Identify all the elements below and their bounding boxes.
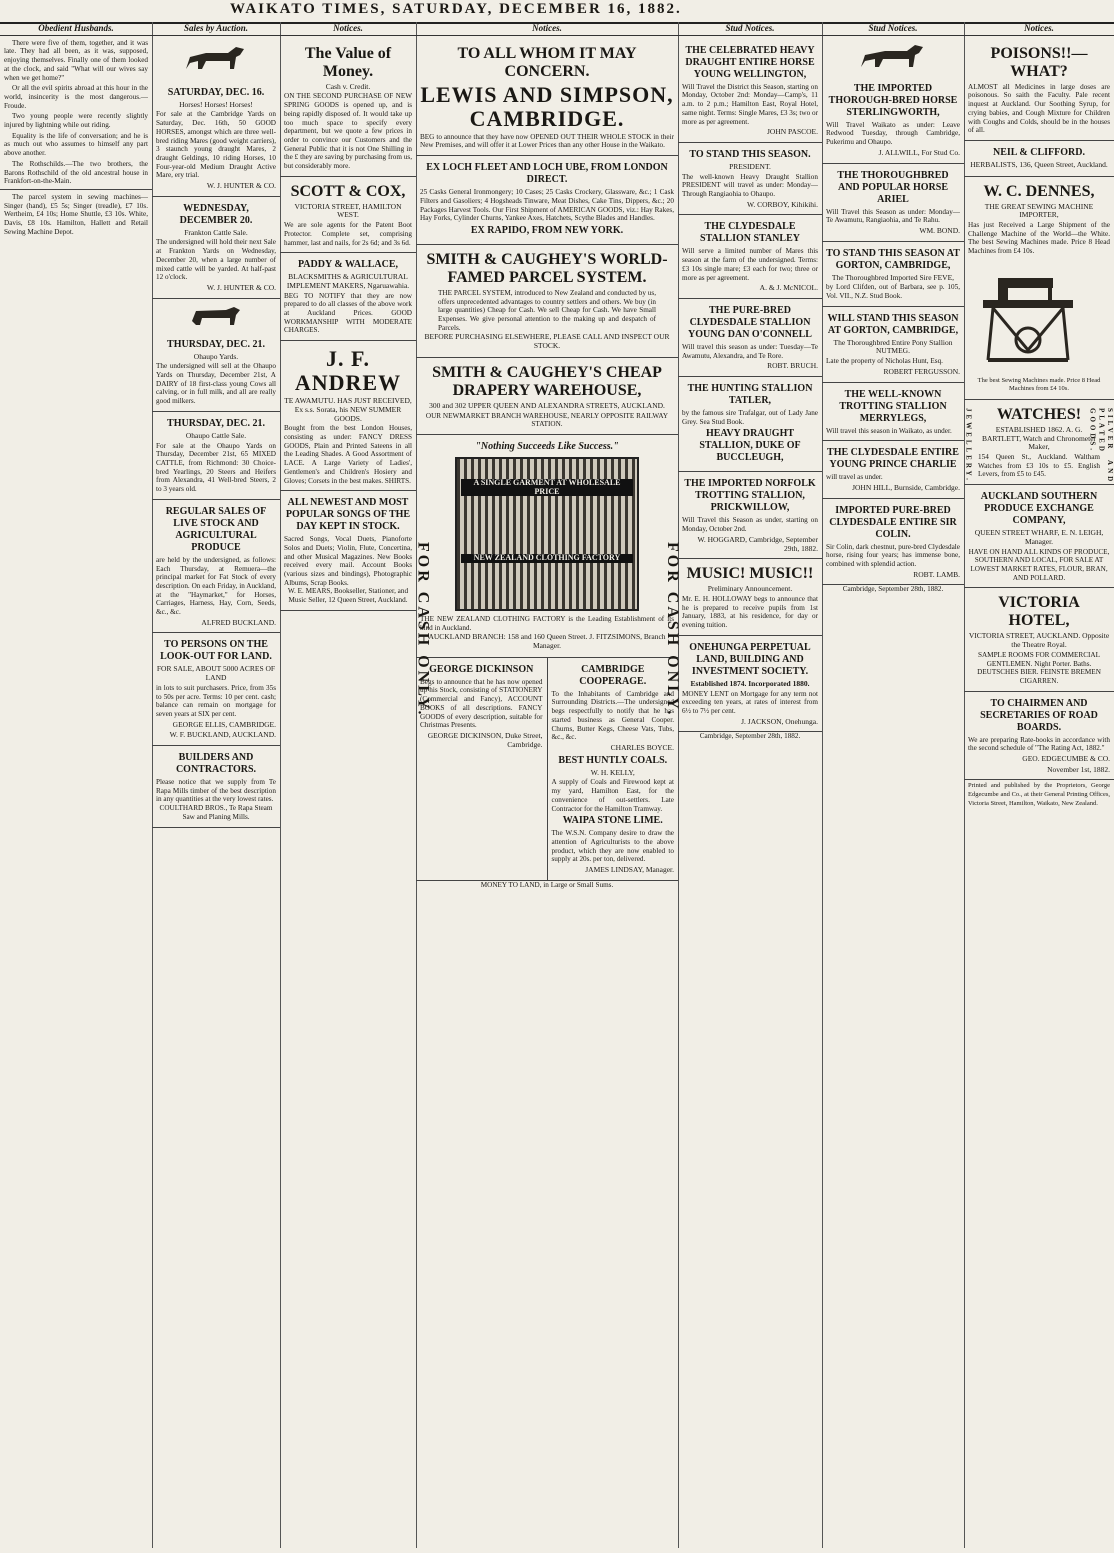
stud-ad <box>678 559 822 636</box>
article-paragraph: Two young people were recently slightly injured by lightning while out riding. <box>4 112 148 130</box>
imprint: Printed and published by the Proprietors, George Edgecumbe and Co., at their General Printing Offices, Victoria Street, Hamilton, Waikato, New Zealand. <box>968 782 1110 807</box>
ad-subtitle: BLACKSMITHS & AGRICULTURAL IMPLEMENT MAKERS, Ngaruawahia. <box>286 272 410 290</box>
ad-signature: JOHN PASCOE. <box>767 127 818 137</box>
notice-ad <box>280 39 416 177</box>
ad-subtitle: AUCKLAND BRANCH: 158 and 160 Queen Street. J. FITZSIMONS, Branch Manager. <box>428 632 666 651</box>
column-obedient-husbands <box>0 22 153 1548</box>
ad-text: Mr. E. H. HOLLOWAY begs to announce that he is prepared to receive pupils from 1st January, 1883, at his residence, for day or evening tuition. <box>682 594 818 630</box>
ad-subtitle: Ohaupo Yards. <box>193 351 239 361</box>
column-stud-notices-a <box>678 22 823 1548</box>
ad-signature: JOHN HILL, Burnside, Cambridge. <box>852 482 960 492</box>
auction-ad <box>152 81 280 197</box>
ad-title: PADDY & WALLACE, <box>297 259 399 271</box>
sewing-machine-illustration-icon <box>968 260 1088 370</box>
ad-title: AUCKLAND SOUTHERN PRODUCE EXCHANGE COMPANY, <box>980 491 1098 527</box>
stud-ad <box>822 242 964 307</box>
ad-text: The well-known Heavy Draught Stallion PRESIDENT will travel as under: Monday—Through Rangiaohia to Ohaupo. <box>682 172 818 199</box>
ad-subtitle: 300 and 302 UPPER QUEEN AND ALEXANDRA STREETS, AUCKLAND. <box>429 400 665 410</box>
ad-text: Begs to announce that he has now opened up his Stock, consisting of STATIONERY (Commercial and Fancy), ACCOUNT BOOKS of all descriptions. FANCY GOODS of every description, suitable for Christmas Presents. <box>420 677 543 730</box>
ad-text: To the Inhabitants of Cambridge and Surrounding Districts.—The undersigned begs respectfully to notify that he has started business as General Cooper. Churns, Butter Kegs, Cheese Vats, Tubs, &c., &c. <box>551 689 674 742</box>
ad-text: THE PARCEL SYSTEM, introduced to New Zealand and conducted by us, offers unprecedented advantages to country settlers and others. We buy (in large quantities) Cheap for Cash. We sell Cheap for Cash. We have Small Expenses. We give personal attention to the making up and despatch of Parcels. <box>438 288 656 332</box>
ad-signature: J. JACKSON, Onehunga. <box>741 716 818 726</box>
ad-text: A supply of Coals and Firewood kept at my yard, Hamilton East, for the convenience of out-settlers. Late Contractor for the Hamilton Tramway. <box>551 778 674 813</box>
ad-signature: GEO. EDGECUMBE & CO. <box>1022 754 1110 764</box>
ad-title: WEDNESDAY, DECEMBER 20. <box>179 202 253 226</box>
notice-ad <box>964 485 1114 588</box>
ad-text: Bought from the best London Houses, consisting as under: FANCY DRESS GOODS, Plain and Printed Sateens in all the Leading Shades. A Good Assortment of LACE. A Large Variety of Ladies', Gentlemen's and Children's Hosiery and Gloves; Corsets in the best makes. SHIRTS. <box>284 424 412 485</box>
notice-ad <box>964 177 1114 400</box>
stud-ad <box>822 307 964 383</box>
ad-title: "Nothing Succeeds Like Success." <box>475 440 619 452</box>
jewellery-vertical-label: JEWELLERY. <box>964 407 973 483</box>
ad-text: We are sole agents for the Patent Boot Protector. Complete set, comprising hammer, last and nails, for 2s 6d; and 3s 6d. <box>284 221 412 247</box>
ad-text: Has just Received a Large Shipment of the Challenge Machine of the World—the White. The best Sewing Machines made. Price 8 Head Machines from £4 10s. <box>968 221 1110 256</box>
ad-title: TO STAND THIS SEASON. <box>689 148 811 160</box>
ad-text: HAVE ON HAND ALL KINDS OF PRODUCE, SOUTHERN AND LOCAL, FOR SALE AT LOWEST MARKET RATES, FLOUR, BRAN, AND POLLARD. <box>968 547 1110 582</box>
ad-subtitle: LEWIS AND SIMPSON, CAMBRIDGE. <box>420 81 674 131</box>
ad-signature: W. J. HUNTER & CO. <box>206 181 276 191</box>
ad-title: THURSDAY, DEC. 21. <box>167 417 265 429</box>
ad-title: VICTORIA HOTEL, <box>998 594 1080 630</box>
ad-title: THE PURE-BRED CLYDESDALE STALLION YOUNG DAN O'CONNELL <box>688 304 812 340</box>
ad-title: CAMBRIDGE COOPERAGE. <box>579 663 647 687</box>
ad-signature: GEORGE ELLIS, CAMBRIDGE. <box>172 719 276 729</box>
cow-illustration-icon <box>186 301 246 331</box>
horse-illustration-icon <box>176 39 256 79</box>
ad-text: The undersigned will hold their next Sale at Frankton Yards on Wednesday, December 20, when a large number of mixed cattle will be yarded. At half-past 12 o'clock. <box>156 238 276 282</box>
notice-ad <box>964 692 1114 781</box>
masthead-title: WAIKATO TIMES, SATURDAY, DECEMBER 16, 1882. <box>230 1 682 17</box>
auction-ad <box>152 412 280 500</box>
stud-ad <box>678 472 822 559</box>
ad-footer: COULTHARD BROS., Te Rapa Steam Saw and Planing Mills. <box>159 804 273 821</box>
notice-ad <box>280 491 416 611</box>
ad-subtitle: FOR SALE, ABOUT 5000 ACRES OF LAND <box>156 664 276 683</box>
stud-ad <box>678 39 822 143</box>
ad-subtitle: Cash v. Credit. <box>325 81 371 91</box>
ad-signature: W. J. HUNTER & CO. <box>206 282 276 292</box>
notice-ad <box>964 39 1114 141</box>
ad-text: will travel as under. <box>826 473 883 482</box>
ad-text: BEG to announce that they have now OPENED OUT THEIR WHOLE STOCK in their New Premises, and will offer it at Lower Prices than any other House in the Waikato. <box>420 132 674 150</box>
ad-title: THE CLYDESDALE ENTIRE YOUNG PRINCE CHARLIE <box>827 447 959 471</box>
ad-text: by Lord Clifden, out of Barbara, see p. 105, Vol. VII., N.Z. Stud Book. <box>826 283 960 301</box>
ad-footer: Cambridge, September 28th, 1882. <box>842 585 944 594</box>
ad-title: SMITH & CAUGHEY'S CHEAP DRAPERY WAREHOUSE, <box>432 363 662 399</box>
clothing-factory-illustration <box>455 457 639 611</box>
article-paragraph: Equality is the life of conversation; and he is as much out who assumes to himself any part above another. <box>4 131 148 158</box>
masthead <box>0 0 1114 24</box>
ad-title: TO CHAIRMEN AND SECRETARIES OF ROAD BOARDS. <box>980 697 1098 733</box>
for-cash-only-left: FOR CASH ONLY. <box>414 542 432 718</box>
ad-title: TO ALL WHOM IT MAY CONCERN. <box>457 44 637 80</box>
ad-signature: ROBT. LAMB. <box>913 569 960 579</box>
auction-ad <box>152 333 280 412</box>
auction-ad <box>152 746 280 828</box>
notice-ad <box>280 177 416 254</box>
ad-text: are held by the undersigned, as follows: Each Thursday, at Remuera—the principal market for Fat Stock of every description. On each Friday, in Auckland, at the "Haymarket," for Horses, Carriages, Harness, Hay, Corn, Seeds, &c., &c. <box>156 555 276 617</box>
ad-signature: W. HOGGARD, Cambridge, September 29th, 1882. <box>697 534 818 553</box>
column-head: Notices. <box>280 22 416 36</box>
ad-text: 154 Queen St., Auckland. Waltham Watches from £3 10s to £5. English Levers, from £5 to £45. <box>978 453 1100 479</box>
ad-text: MONEY LENT on Mortgage for any term not exceeding ten years, at rates of interest from 6½ to 7½ per cent. <box>682 689 818 715</box>
notice-ad <box>548 658 679 881</box>
notice-ad <box>964 141 1114 177</box>
ad-signature: November 1st, 1882. <box>1047 764 1110 774</box>
ad-title: WILL STAND THIS SEASON AT GORTON, CAMBRIDGE, <box>827 312 959 336</box>
ad-subtitle: W. H. KELLY, <box>590 767 635 777</box>
ad-signature: J. ALLWILL, For Stud Co. <box>878 147 960 157</box>
ad-subtitle: VICTORIA STREET, HAMILTON WEST. <box>294 201 402 220</box>
ad-signature: A. & J. McNICOL. <box>759 283 818 293</box>
column-head: Sales by Auction. <box>152 22 280 36</box>
article-paragraph: The Rothschilds.—The two brothers, the Barons Rothschild of the old ancestral house in Frankfort-on-the-Main. <box>4 159 148 186</box>
stud-ad <box>678 215 822 299</box>
factory-sign-top: A SINGLE GARMENT AT WHOLESALE PRICE <box>461 479 633 496</box>
column-notices-c <box>964 22 1114 1548</box>
column-sales-by-auction <box>152 22 281 1548</box>
ad-text: BEG TO NOTIFY that they are now prepared to do all classes of the above work at Auckland Prices. GOOD WORKMANSHIP WITH MODERATE CHARGES. <box>284 291 412 335</box>
auction-ad <box>152 197 280 299</box>
ad-subtitle: The Thoroughbred Imported Sire FEVE, <box>831 272 955 282</box>
ad-title: POISONS!!—WHAT? <box>990 44 1088 80</box>
ad-title: BEST HUNTLY COALS. <box>558 754 668 766</box>
auction-ad <box>152 500 280 634</box>
ad-title: THURSDAY, DEC. 21. <box>167 338 265 350</box>
ad-signature: ALFRED BUCKLAND. <box>201 617 276 627</box>
ad-subtitle: QUEEN STREET WHARF, E. N. LEIGH, Manager. <box>974 528 1104 546</box>
ad-signature: W. F. BUCKLAND, AUCKLAND. <box>169 730 276 740</box>
ad-subtitle: Preliminary Announcement. <box>707 584 793 594</box>
ad-text: We are preparing Rate-books in accordance with the second schedule of "The Rating Act, 1882." <box>968 735 1110 753</box>
column-head: Stud Notices. <box>678 22 822 36</box>
ad-text: OUR NEWMARKET BRANCH WAREHOUSE, NEARLY OPPOSITE RAILWAY STATION. <box>425 411 669 429</box>
ad-text: THE NEW ZEALAND CLOTHING FACTORY is the Leading Establishment of its kind in Auckland. <box>420 614 674 632</box>
ad-footer: MONEY TO LAND, in Large or Small Sums. <box>480 880 614 889</box>
notice-ad <box>280 253 416 341</box>
auction-ad <box>152 633 280 746</box>
ad-text: Will travel this season as under: Tuesday—Te Awamutu, Alexandra, and Te Rore. <box>682 342 818 360</box>
ad-subtitle: PRESIDENT. <box>729 161 771 171</box>
notice-ad <box>416 245 678 358</box>
ad-title: THE IMPORTED THOROUGH-BRED HORSE STERLINGWORTH, <box>828 82 958 118</box>
ad-title: W. C. DENNES, <box>983 182 1095 200</box>
ad-title: THE IMPORTED NORFOLK TROTTING STALLION, PRICKWILLOW, <box>684 478 816 514</box>
ad-title: THE THOROUGHBRED AND POPULAR HORSE ARIEL <box>837 169 949 205</box>
ad-signature: GEORGE DICKINSON, Duke Street, Cambridge. <box>427 730 543 749</box>
ad-subtitle: Ohaupo Cattle Sale. <box>185 430 247 440</box>
article-paragraph: There were five of them, together, and it was late. They had all been, as it was, supposed, enjoying themselves. Finally one of them looked at the clock, and said "What will our wives say when we get home?" <box>4 38 148 82</box>
ad-subtitle: THE GREAT SEWING MACHINE IMPORTER, <box>984 201 1094 220</box>
ad-signature: CHARLES BOYCE. <box>610 742 674 752</box>
ad-text: The undersigned will sell at the Ohaupo Yards on Thursday, December 21st, A DAIRY of 18 first-class young Cows all calving, or in full milk, and all are really good milkers. <box>156 362 276 406</box>
ad-title: SMITH & CAUGHEY'S WORLD-FAMED PARCEL SYSTEM. <box>426 250 668 286</box>
ad-text: in lots to suit purchasers. Price, from 35s to 50s per acre. Terms: 10 per cent. cash; balance can remain on mortgage for seven years at SIX per cent. <box>156 683 276 718</box>
ad-text: Will serve a limited number of Mares this season at the farm of the undersigned. Terms: £3 10s single mare; £3 each for two; three or more as per agreement. <box>682 247 818 282</box>
ad-title: TO PERSONS ON THE LOOK-OUT FOR LAND. <box>160 639 272 663</box>
ad-title: J. F. ANDREW <box>294 346 402 396</box>
ad-subtitle: Established 1874. Incorporated 1880. <box>690 678 810 688</box>
ad-subtitle: EX RAPIDO, FROM NEW YORK. <box>470 224 624 236</box>
notice-ad <box>280 341 416 491</box>
ad-title: SATURDAY, DEC. 16. <box>167 86 265 98</box>
ad-title: GEORGE DICKINSON <box>429 663 534 675</box>
ad-signature: WM. BOND. <box>919 225 960 235</box>
ad-title: THE CLYDESDALE STALLION STANLEY <box>700 221 800 245</box>
ad-text: The W.S.N. Company desire to draw the attention of Agriculturists to the above product, which they are now enabled to supply at 20s. per ton, delivered. <box>551 829 674 864</box>
ad-title: TO STAND THIS SEASON AT GORTON, CAMBRIDGE, <box>826 247 960 271</box>
ad-title: ONEHUNGA PERPETUAL LAND, BUILDING AND INVESTMENT SOCIETY. <box>689 641 811 677</box>
article-paragraph: Or all the evil spirits abroad at this hour in the world, insincerity is the most dangerous.—Froude. <box>4 84 148 110</box>
stud-ad <box>822 77 964 164</box>
ad-text: 25 Casks General Ironmongery; 10 Cases; 25 Casks Crockery, Glassware, &c.; 1 Cask Filters and Gasoliers; 4 Hogsheads Tinware, Meat Dishes, Cake Tins, Dippers, &c.; 20 Packages Harvest Tools. Our First Shipment of AMERICAN GOODS, viz.: Hay Rakes, Hay Forks, Cylinder Churns, Yankee Axes, Hatchets, Scythe Blades and Handles. <box>420 188 674 223</box>
ad-title: BUILDERS AND CONTRACTORS. <box>175 752 257 776</box>
column-head: Stud Notices. <box>822 22 964 36</box>
ad-text: For sale at the Cambridge Yards on Saturday, Dec. 16th, 50 GOOD HORSES, amongst which are three well-bred riding Mares (good weight carriers), 3 staunch young draught Mares, 2 draught Geldings, 10 riding Horses, 10 Four-year-old Medium Draught Active Mare, ery trial. <box>156 110 276 180</box>
ad-text: Will Travel Waikato as under: Leave Redwood Tuesday, through Cambridge, Pukerimu and Ohaupo. <box>826 120 960 147</box>
ad-text: Late the property of Nicholas Hunt, Esq. <box>826 357 943 366</box>
ad-subtitle: VICTORIA STREET, AUCKLAND. Opposite the Theatre Royal. <box>968 631 1110 650</box>
notice-ad <box>416 39 678 156</box>
stud-ad <box>678 377 822 472</box>
ad-title: THE HUNTING STALLION TATLER, <box>687 383 813 407</box>
ad-signature: ROBT. BRUCH. <box>767 361 818 371</box>
stud-ad <box>678 636 822 733</box>
ad-text: Sacred Songs, Vocal Duets, Pianoforte Solos and Duets; Violin, Flute, Concertina, and other Musical Magazines. New Books received every mail. Account Books (various sizes and bindings), Photographic Albums, Scrap Books. <box>284 535 412 587</box>
ad-title: NEIL & CLIFFORD. <box>993 146 1085 158</box>
notice-ad <box>964 400 1114 485</box>
column-head: Notices. <box>964 22 1114 36</box>
ad-signature: W. CORBOY, Kihikihi. <box>746 199 818 209</box>
ad-footer: Cambridge, September 28th, 1882. <box>699 732 801 741</box>
ad-title: IMPORTED PURE-BRED CLYDESDALE ENTIRE SIR COLIN. <box>829 504 957 540</box>
notice-ad <box>416 156 678 245</box>
ad-subtitle: ESTABLISHED 1862. A. G. BARTLETT, Watch and Chronometer Maker, <box>981 424 1097 452</box>
stud-ad <box>822 499 964 586</box>
ad-title: MUSIC! MUSIC!! <box>686 565 814 583</box>
ad-title: The Value of Money. <box>304 44 392 80</box>
ad-text: Sir Colin, dark chestnut, pure-bred Clydesdale horse, rising four years; has immense bone, combined with splendid action. <box>826 542 960 569</box>
ad-title: WAIPA STONE LIME. <box>562 815 663 827</box>
ad-title: THE CELEBRATED HEAVY DRAUGHT ENTIRE HORSE YOUNG WELLINGTON, <box>685 44 815 80</box>
ad-subtitle: Horses! Horses! Horses! <box>179 99 253 109</box>
ad-title: WATCHES! <box>996 405 1082 423</box>
ad-text: Please notice that we supply from Te Rapa Mills timber of the best description in any quantities at the very lowest rates. <box>156 778 276 804</box>
notice-ad <box>416 435 678 658</box>
stud-ad <box>678 299 822 377</box>
factory-sign-bottom: NEW ZEALAND CLOTHING FACTORY <box>461 554 633 563</box>
stud-ad <box>822 383 964 442</box>
ad-text: Will Travel this Season as under, starting on Monday, October 2nd. <box>682 516 818 534</box>
column-stud-notices-b <box>822 22 965 1548</box>
notice-ad <box>416 358 678 435</box>
ad-title: THE WELL-KNOWN TROTTING STALLION MERRYLEGS, <box>839 388 947 424</box>
ad-signature: JAMES LINDSAY, Manager. <box>585 865 674 875</box>
ad-title: REGULAR SALES OF LIVE STOCK AND AGRICULTURAL PRODUCE <box>165 505 267 553</box>
notice-ad <box>416 658 548 881</box>
ad-text: Will travel this season in Waikato, as under. <box>826 426 952 435</box>
stud-ad <box>822 441 964 498</box>
ad-title: ALL NEWEST AND MOST POPULAR SONGS OF THE DAY KEPT IN STOCK. <box>285 497 411 533</box>
ad-subtitle: TE AWAMUTU. HAS JUST RECEIVED, Ex s.s. Sorata, his NEW SUMMER GOODS. <box>284 396 412 423</box>
ad-text: SAMPLE ROOMS FOR COMMERCIAL GENTLEMEN. Night Porter. Baths. DEUTSCHES BIER. FEINSTE BREMEN CIGARREN. <box>977 650 1101 685</box>
ad-title: SCOTT & COX, <box>290 182 406 200</box>
ad-text: Will Travel the District this Season, starting on Monday, October 2nd: Monday—Camp's, 11 a.m. to 2 p.m.; Hamilton East, Royal Hotel, same night. Terms: Single Mares, £3 3s; two or more as per agreement. <box>682 82 818 126</box>
silver-vertical-label: SILVER AND PLATED GOODS. <box>1088 407 1114 485</box>
ad-text: ALMOST all Medicines in large doses are poisonous. So saith the Faculty. Pale recent inquest at Auckland. Our Soothing Syrup, for crying babies, and Cough Mixture for Children with Coughs and Colds, should be in the houses of all. <box>968 82 1110 135</box>
sewing-caption: The best Sewing Machines made. Price 8 Head Machines from £4 10s. <box>977 376 1101 393</box>
ad-subtitle: HERBALISTS, 136, Queen Street, Auckland. <box>970 159 1108 169</box>
ad-signature: ROBERT FERGUSSON. <box>883 366 960 376</box>
notice-ad <box>964 588 1114 691</box>
column-notices-a <box>280 22 417 1548</box>
ad-subtitle: Frankton Cattle Sale. <box>184 227 248 237</box>
ad-title: EX LOCH FLEET AND LOCH UBE, FROM LONDON DIRECT. <box>426 162 668 186</box>
ad-text: For sale at the Ohaupo Yards on Thursday, December 21st, 65 MIXED CATTLE, from Richmond: 30 Choice-bred Yearlings, 20 Steers and Heifers from Alexandra, 41 Well-bred Steers, 2 to 3 years old. <box>156 441 276 494</box>
ad-subtitle: BEFORE PURCHASING ELSEWHERE, PLEASE CALL AND INSPECT OUR STOCK. <box>424 332 670 351</box>
ad-text: by the famous sire Trafalgar, out of Lady Jane Grey. Sea Stud Book. <box>682 409 818 426</box>
column-head: Obedient Husbands. <box>0 22 152 36</box>
racehorse-illustration-icon <box>853 39 933 75</box>
footer-note: The parcel system in sewing machines—Singer (hand), £5 5s; Singer (treadle), £7 10s. Wertheim, £4 10s; Home Shuttle, £3 10s. White, Davis, £8 10s. Hamilton, Hallett and Retail Sewing Machine Depot. <box>4 192 148 236</box>
column-head: Notices. <box>416 22 678 36</box>
ad-text: ON THE SECOND PURCHASE OF NEW SPRING GOODS is opened up, and is being rapidly disposed of. It would take up too much space to specify every department, but we quote a few prices in order to convince our Customers and the General Public that it is not One Shilling in the £ they are saving by purchasing from us, but considerably more. <box>284 92 412 171</box>
stud-ad <box>678 143 822 216</box>
for-cash-only-right: FOR CASH ONLY. <box>664 542 681 718</box>
column-notices-b <box>416 22 679 1548</box>
ad-subtitle: HEAVY DRAUGHT STALLION, DUKE OF BUCCLEUGH, <box>699 428 801 464</box>
ad-footer: W. E. MEARS, Bookseller, Stationer, and Music Seller, 12 Queen Street, Auckland. <box>287 587 409 605</box>
ad-subtitle: The Thoroughbred Entire Pony Stallion NUTMEG. <box>833 337 953 356</box>
ad-text: Will Travel this Season as under: Monday—Te Awamutu, Rangiaohia, and Te Rahu. <box>826 207 960 225</box>
stud-ad <box>822 164 964 242</box>
